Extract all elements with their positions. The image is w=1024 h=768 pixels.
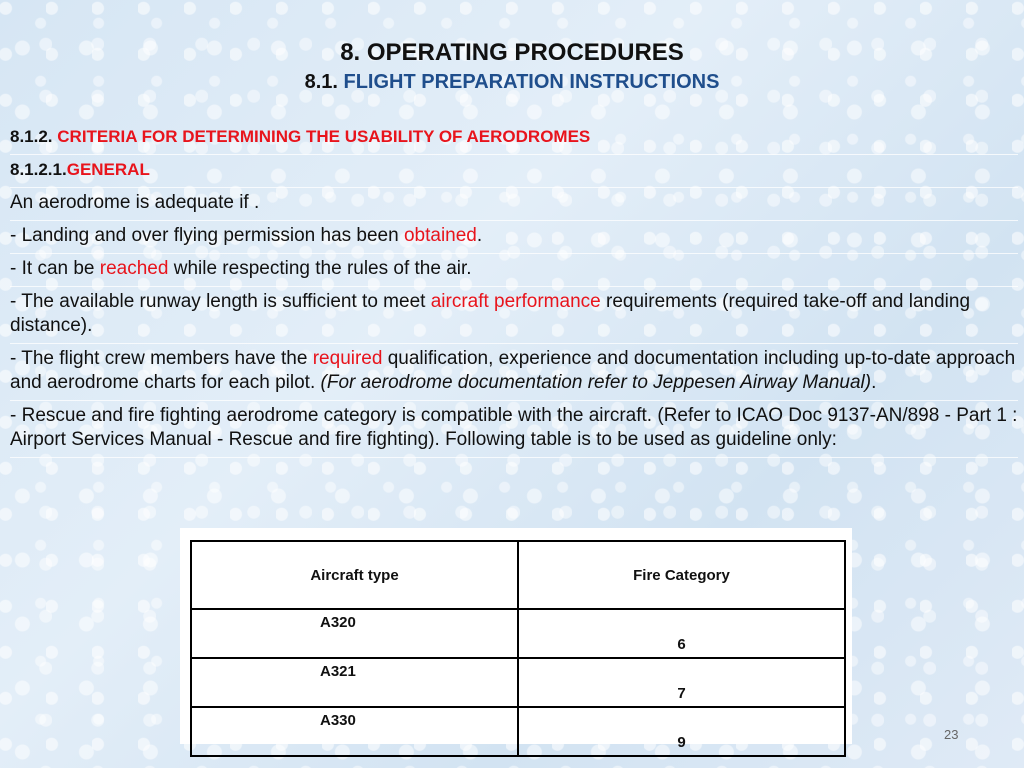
aircraft-cell: A330 [191, 707, 518, 756]
category-cell: 9 [518, 707, 845, 756]
bullet-text: - It can be [10, 258, 100, 279]
slide-body [10, 122, 1018, 458]
table-row [191, 707, 845, 756]
sub-heading-label: FLIGHT PREPARATION INSTRUCTIONS [343, 71, 720, 93]
section-number: 8.1.2. [10, 127, 58, 146]
slide-title [0, 38, 1024, 96]
highlight-text: aircraft performance [430, 291, 601, 312]
category-cell: 6 [518, 609, 845, 658]
section-label: CRITERIA FOR DETERMINING THE USABILITY OF AERODROMES [57, 127, 591, 146]
main-heading: 8. OPERATING PROCEDURES [340, 39, 684, 66]
subsection-label: GENERAL [66, 160, 150, 179]
table-row [191, 658, 845, 707]
bullet-rescue: - Rescue and fire fighting aerodrome category is compatible with the aircraft. (Refer to ICAO Doc 9137-AN/898 - Part 1 : Airport Services Manual - Rescue and fire fighting). Following table is to be used as guideline only: [10, 401, 1018, 458]
bullet-permission [10, 221, 1018, 254]
category-cell: 7 [518, 658, 845, 707]
bullet-text: - The available runway length is sufficient to meet [10, 291, 431, 312]
intro-text: An aerodrome is adequate if . [10, 188, 1018, 221]
bullet-text: . [476, 225, 483, 246]
sub-heading-number: 8.1. [304, 71, 344, 93]
bullet-text: - Landing and over flying permission has been [10, 225, 404, 246]
header-fire-category: Fire Category [518, 541, 845, 609]
header-aircraft-type: Aircraft type [191, 541, 518, 609]
subsection-number: 8.1.2.1. [10, 160, 67, 179]
bullet-runway [10, 287, 1018, 344]
bullet-text: while respecting the rules of the air. [168, 258, 472, 279]
italic-reference: (For aerodrome documentation refer to Jeppesen Airway Manual) [320, 372, 872, 393]
bullet-crew [10, 344, 1018, 401]
aircraft-cell: A320 [191, 609, 518, 658]
highlight-text: required [312, 348, 383, 369]
bullet-text: - The flight crew members have the [10, 348, 313, 369]
table-header-row [191, 541, 845, 609]
section-heading [10, 122, 1018, 155]
fire-category-table [190, 540, 846, 757]
highlight-text: obtained [403, 225, 477, 246]
aircraft-cell: A321 [191, 658, 518, 707]
bullet-text: qualification, experience and documentation including up-to-date approach and aerodrome charts for each pilot. [10, 348, 1016, 393]
table-row [191, 609, 845, 658]
page-number: 23 [944, 727, 959, 742]
fire-category-table-panel [180, 528, 852, 751]
bullet-text: requirements (required take-off and landing distance). [10, 291, 971, 336]
sub-heading [0, 68, 1024, 96]
subsection-heading [10, 155, 1018, 188]
bullet-text: . [871, 372, 877, 393]
bullet-reached [10, 254, 1018, 287]
highlight-text: reached [99, 258, 169, 279]
